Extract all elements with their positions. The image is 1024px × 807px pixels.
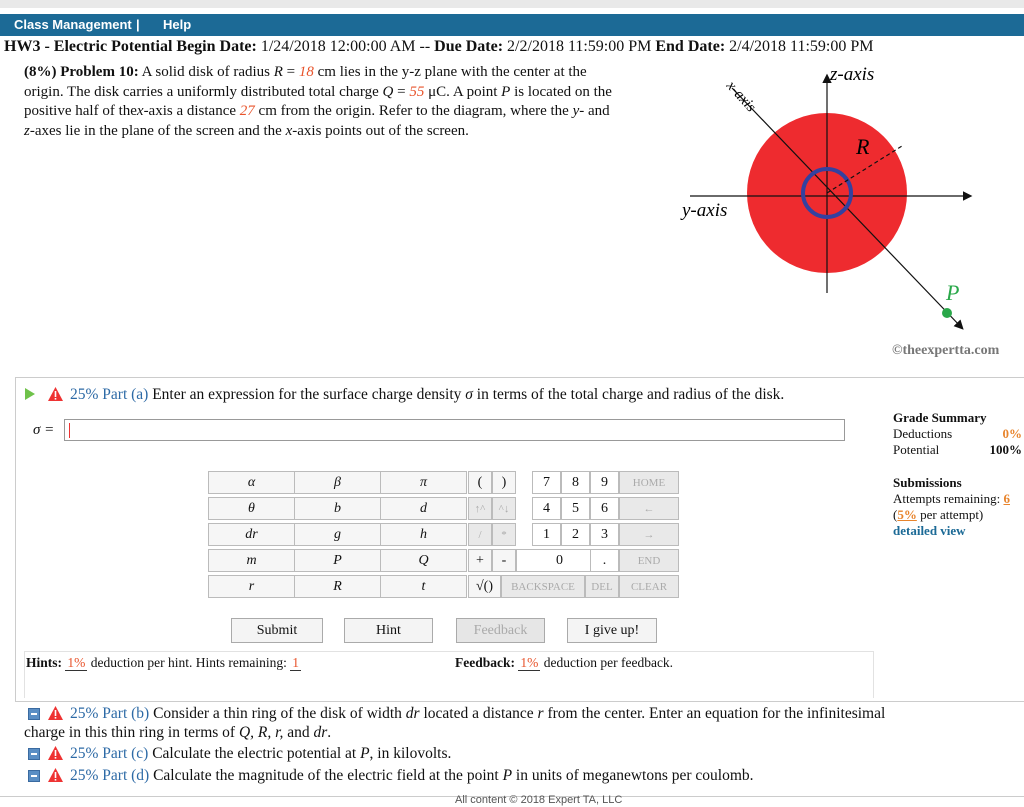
- part-a-title: [70, 386, 784, 404]
- part-c-percent: 25% Part (c): [70, 745, 149, 762]
- key-var[interactable]: P: [294, 549, 381, 572]
- problem-text: - and: [579, 103, 610, 119]
- key-var[interactable]: r: [208, 575, 295, 598]
- key-digit[interactable]: 7: [532, 471, 561, 494]
- begin-date-label: Begin Date:: [176, 38, 257, 55]
- symbol-x: x: [136, 103, 144, 119]
- sigma-symbol: σ: [465, 386, 473, 403]
- point-P-label: P: [946, 280, 960, 305]
- problem-text: is located on the positive half of the: [24, 83, 612, 119]
- key-var[interactable]: π: [380, 471, 467, 494]
- assignment-header: [4, 38, 873, 56]
- symbol-P: P: [502, 767, 513, 784]
- hints-info: [26, 655, 301, 671]
- key-var[interactable]: dr: [208, 523, 295, 546]
- feedback-label: Feedback:: [455, 655, 515, 670]
- part-b-text: charge in this thin ring in terms of: [24, 724, 236, 741]
- problem-text: A solid disk of radius: [141, 64, 270, 80]
- warning-icon: [48, 746, 63, 760]
- attempts-remaining: 6: [1003, 491, 1010, 506]
- key-del: DEL: [585, 575, 619, 598]
- potential-label: Potential: [893, 442, 940, 457]
- y-axis-label: y-axis: [682, 200, 728, 221]
- feedback-info: [455, 655, 673, 671]
- assignment-title: HW3 - Electric Potential: [4, 38, 173, 55]
- potential-value: 100%: [989, 442, 1022, 457]
- key-plus[interactable]: +: [468, 549, 492, 572]
- key-right-arrow: →: [619, 523, 679, 546]
- disk-diagram: [670, 58, 1024, 368]
- symbol-R: R: [273, 64, 283, 80]
- key-digit[interactable]: 6: [590, 497, 619, 520]
- key-digit[interactable]: 3: [590, 523, 619, 546]
- key-multiply: *: [492, 523, 516, 546]
- key-subscript: ^↓: [492, 497, 516, 520]
- key-var[interactable]: t: [380, 575, 467, 598]
- z-axis-label: z-axis: [830, 64, 875, 85]
- key-var[interactable]: m: [208, 549, 295, 572]
- answer-input[interactable]: [64, 419, 845, 441]
- part-c-title[interactable]: [70, 745, 451, 763]
- part-d-title[interactable]: [70, 767, 754, 785]
- key-left-arrow: ←: [619, 497, 679, 520]
- problem-heading: (8%) Problem 10:: [24, 64, 139, 80]
- part-a-text: Enter an expression for the surface charge density: [152, 386, 462, 403]
- problem-text: cm lies in the y-z plane with the center at the origin. The disk carries a uniformly distributed total charge: [24, 64, 587, 100]
- x-axis-label: x-axis: [723, 77, 759, 116]
- key-backspace: BACKSPACE: [501, 575, 585, 598]
- distance-value: 27: [239, 103, 255, 119]
- key-var[interactable]: β: [294, 471, 381, 494]
- part-b-line2: [24, 724, 331, 742]
- symbol-dr: dr: [405, 705, 420, 722]
- problem-text: cm from the origin. Refer to the diagram, where the: [258, 103, 569, 119]
- key-superscript: ↑^: [468, 497, 492, 520]
- key-clear: CLEAR: [619, 575, 679, 598]
- due-date: 2/2/2018 11:59:00 PM: [507, 38, 652, 55]
- part-b-percent: 25% Part (b): [70, 705, 150, 722]
- part-b-text: from the center. Enter an equation for the infinitesimal: [547, 705, 886, 722]
- part-d-text: Calculate the magnitude of the electric field at the point: [153, 767, 499, 784]
- collapse-icon[interactable]: [28, 748, 40, 760]
- symbol-z: z: [24, 122, 30, 139]
- charge-value: 55: [409, 83, 425, 100]
- feedback-button: Feedback: [456, 618, 545, 643]
- part-b-text: located a distance: [423, 705, 534, 722]
- browser-top-strip: [0, 0, 1024, 8]
- key-digit[interactable]: 5: [561, 497, 590, 520]
- part-b-vars: Q, R, r,: [238, 724, 284, 741]
- collapse-icon[interactable]: [28, 708, 40, 720]
- key-digit[interactable]: 2: [561, 523, 590, 546]
- deductions-label: Deductions: [893, 426, 953, 441]
- symbol-P: P: [501, 83, 511, 100]
- part-d-percent: 25% Part (d): [70, 767, 150, 784]
- part-a-percent: 25% Part (a): [70, 386, 149, 403]
- submit-button[interactable]: Submit: [231, 618, 323, 643]
- period: .: [327, 724, 332, 741]
- key-var[interactable]: b: [294, 497, 381, 520]
- equals: =: [397, 83, 406, 100]
- symbol-dr: dr: [313, 724, 328, 741]
- hints-remaining: 1: [292, 655, 299, 670]
- nav-bar: [0, 14, 1024, 36]
- key-var[interactable]: h: [380, 523, 467, 546]
- symbol-P: P: [360, 745, 370, 762]
- key-paren-open[interactable]: (: [468, 471, 492, 494]
- key-minus[interactable]: -: [492, 549, 516, 572]
- key-var[interactable]: g: [294, 523, 381, 546]
- warning-icon: [48, 387, 63, 401]
- radius-label: R: [856, 134, 870, 159]
- answer-label: σ =: [33, 422, 55, 438]
- key-var[interactable]: θ: [208, 497, 295, 520]
- symbol-r: r: [537, 705, 544, 722]
- warning-icon: [48, 706, 63, 720]
- key-sqrt[interactable]: √(): [468, 575, 501, 598]
- hint-button[interactable]: Hint: [344, 618, 433, 643]
- per-attempt-text: per attempt): [920, 507, 984, 522]
- nav-help[interactable]: Help: [163, 17, 192, 32]
- feedback-deduction: 1%: [520, 655, 539, 670]
- part-b-text: Consider a thin ring of the disk of width: [153, 705, 402, 722]
- grade-summary: [893, 410, 1024, 539]
- key-home: HOME: [619, 471, 679, 494]
- part-d-text: in units of meganewtons per coulomb.: [515, 767, 754, 784]
- radius-value: 18: [298, 64, 314, 80]
- problem-statement: [24, 63, 624, 141]
- problem-text: -axis a distance: [143, 103, 237, 119]
- end-date: 2/4/2018 11:59:00 PM: [729, 38, 874, 55]
- symbol-y: y: [572, 103, 580, 119]
- symbol-x: x: [285, 122, 293, 139]
- hints-label: Hints:: [26, 655, 63, 670]
- deductions-value: 0%: [1002, 426, 1022, 441]
- part-b-title[interactable]: [70, 705, 885, 723]
- key-digit[interactable]: 8: [561, 471, 590, 494]
- part-c-text: , in kilovolts.: [369, 745, 452, 762]
- hints-text: deduction per hint. Hints remaining:: [90, 655, 287, 670]
- key-var[interactable]: α: [208, 471, 295, 494]
- text-caret: [69, 423, 70, 438]
- end-date-label: End Date:: [655, 38, 726, 55]
- give-up-button[interactable]: I give up!: [567, 618, 657, 643]
- key-var[interactable]: R: [294, 575, 381, 598]
- problem-text: μC. A point: [428, 83, 498, 100]
- key-var[interactable]: d: [380, 497, 467, 520]
- nav-class-management[interactable]: Class Management: [14, 17, 132, 32]
- key-digit[interactable]: 9: [590, 471, 619, 494]
- key-dot[interactable]: .: [590, 549, 619, 572]
- key-digit-zero[interactable]: 0: [516, 549, 603, 572]
- hint-deduction: 1%: [67, 655, 86, 670]
- open-paren: (: [893, 507, 898, 522]
- part-b-text: and: [287, 724, 310, 741]
- submissions-title: Submissions: [893, 475, 962, 490]
- key-digit[interactable]: 1: [532, 523, 561, 546]
- attempts-label: Attempts remaining:: [893, 491, 1001, 506]
- feedback-text: deduction per feedback.: [543, 655, 674, 670]
- watermark: ©theexpertta.com: [892, 343, 1000, 358]
- nav-separator: |: [136, 17, 140, 32]
- key-end: END: [619, 549, 679, 572]
- collapse-icon[interactable]: [28, 770, 40, 782]
- key-var[interactable]: Q: [380, 549, 467, 572]
- begin-date: 1/24/2018 12:00:00 AM --: [260, 38, 431, 55]
- key-divide: /: [468, 523, 492, 546]
- warning-icon: [48, 768, 63, 782]
- grade-summary-title: Grade Summary: [893, 410, 987, 425]
- problem-text: -axis points out of the screen.: [292, 122, 469, 139]
- detailed-view-link[interactable]: detailed view: [893, 523, 966, 538]
- footer-copyright: All content © 2018 Expert TA, LLC: [455, 794, 623, 806]
- point-P: [942, 308, 952, 318]
- due-date-label: Due Date:: [434, 38, 504, 55]
- expand-triangle-icon[interactable]: [25, 388, 35, 400]
- key-digit[interactable]: 4: [532, 497, 561, 520]
- per-attempt-pct: 5%: [897, 507, 917, 522]
- problem-text: -axes lie in the plane of the screen and the: [29, 122, 282, 139]
- key-paren-close[interactable]: ): [492, 471, 516, 494]
- part-a-text: in terms of the total charge and radius of the disk.: [476, 386, 785, 403]
- part-c-text: Calculate the electric potential at: [152, 745, 357, 762]
- symbol-Q: Q: [382, 83, 394, 100]
- equals: =: [286, 64, 296, 80]
